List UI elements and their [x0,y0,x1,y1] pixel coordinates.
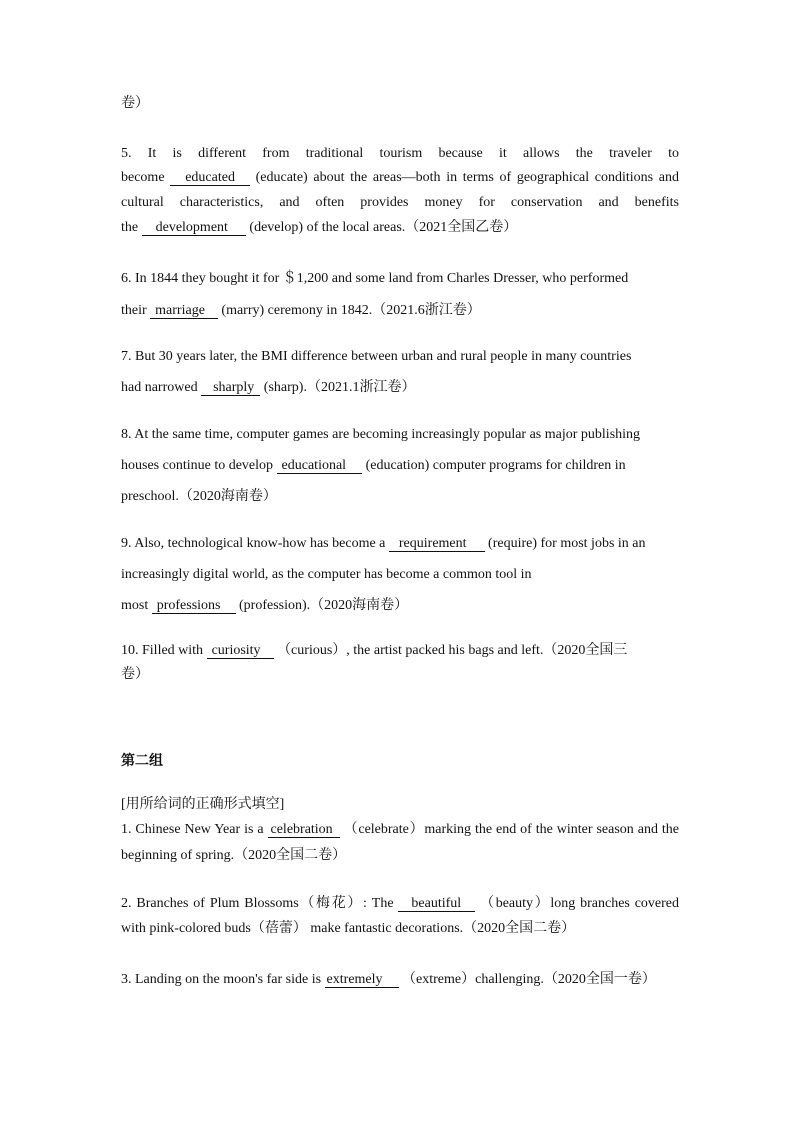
question-text: （beauty）long branches covered [480,896,680,911]
question-text: （extreme）challenging.（2020全国一卷） [402,972,656,987]
answer-blank: educated [170,171,250,186]
question-text: (educate) about the areas—both in terms of geographical conditions and [255,170,680,185]
carryover-text: 卷） [121,96,149,111]
question-10-line-2: 卷） [121,667,149,682]
question-9-line-1 [121,535,646,553]
question-6-line-1: 6. In 1844 they bought it for ＄1,200 and some land from Charles Dresser, who performed [121,271,629,286]
answer-blank: professions [152,599,236,614]
answer-blank: educational [277,459,363,474]
question-8-line-1: 8. At the same time, computer games are becoming increasingly popular as major publishing [121,427,641,442]
question-5-line-2 [121,169,679,187]
question-7-line-2 [121,379,415,397]
question-text: 2. Branches of Plum Blossoms（梅花）: The [121,896,394,911]
answer-blank: celebration [268,823,340,838]
section-instruction: [用所给词的正确形式填空] [121,797,285,812]
question-10-line-1 [121,642,627,660]
answer-blank: requirement [389,537,485,552]
question-5-line-1: 5. It is different from traditional tourism because it allows the traveler to [121,146,679,161]
question-5-line-3: cultural characteristics, and often provides money for conservation and benefits [121,195,679,210]
group2-question-1-line-1 [121,821,679,839]
answer-blank: curiosity [207,644,274,659]
question-text: become [121,170,165,185]
question-9-line-2: increasingly digital world, as the computer has become a common tool in [121,567,532,582]
question-8-line-3: preschool.（2020海南卷） [121,489,277,504]
question-text: their [121,303,147,318]
question-text: most [121,598,149,613]
question-text: had narrowed [121,380,198,395]
question-text: (profession).（2020海南卷） [239,598,409,613]
question-text: the [121,220,139,235]
question-text: （celebrate）marking the end of the winter season and the [343,822,679,837]
answer-blank: extremely [325,973,399,988]
group2-question-2-line-2: with pink-colored buds（蓓蕾） make fantastic decorations.（2020全国二卷） [121,921,576,936]
group2-question-1-line-2: beginning of spring.（2020全国二卷） [121,848,347,863]
question-text: （curious）, the artist packed his bags and left.（2020全国三 [277,643,628,658]
question-text: (develop) of the local areas.（2021全国乙卷） [249,220,518,235]
answer-blank: beautiful [398,897,475,912]
question-6-line-2 [121,302,481,320]
question-5-line-4 [121,219,517,237]
group2-question-3-line-1 [121,971,656,989]
question-9-line-3 [121,597,408,615]
group2-question-2-line-1 [121,895,679,913]
section-heading: 第二组 [121,754,163,769]
question-7-line-1: 7. But 30 years later, the BMI difference between urban and rural people in many countries [121,349,632,364]
question-text: (marry) ceremony in 1842.（2021.6浙江卷） [221,303,481,318]
question-8-line-2 [121,457,626,475]
answer-blank: marriage [150,304,218,319]
answer-blank: sharply [201,381,260,396]
question-text: houses continue to develop [121,458,274,473]
question-text: 1. Chinese New Year is a [121,822,264,837]
question-text: 10. Filled with [121,643,204,658]
question-text: (sharp).（2021.1浙江卷） [263,380,416,395]
question-text: (education) computer programs for children in [365,458,626,473]
question-text: 3. Landing on the moon's far side is [121,972,322,987]
answer-blank: development [142,221,246,236]
question-text: (require) for most jobs in an [488,536,646,551]
question-text: 9. Also, technological know-how has become a [121,536,386,551]
